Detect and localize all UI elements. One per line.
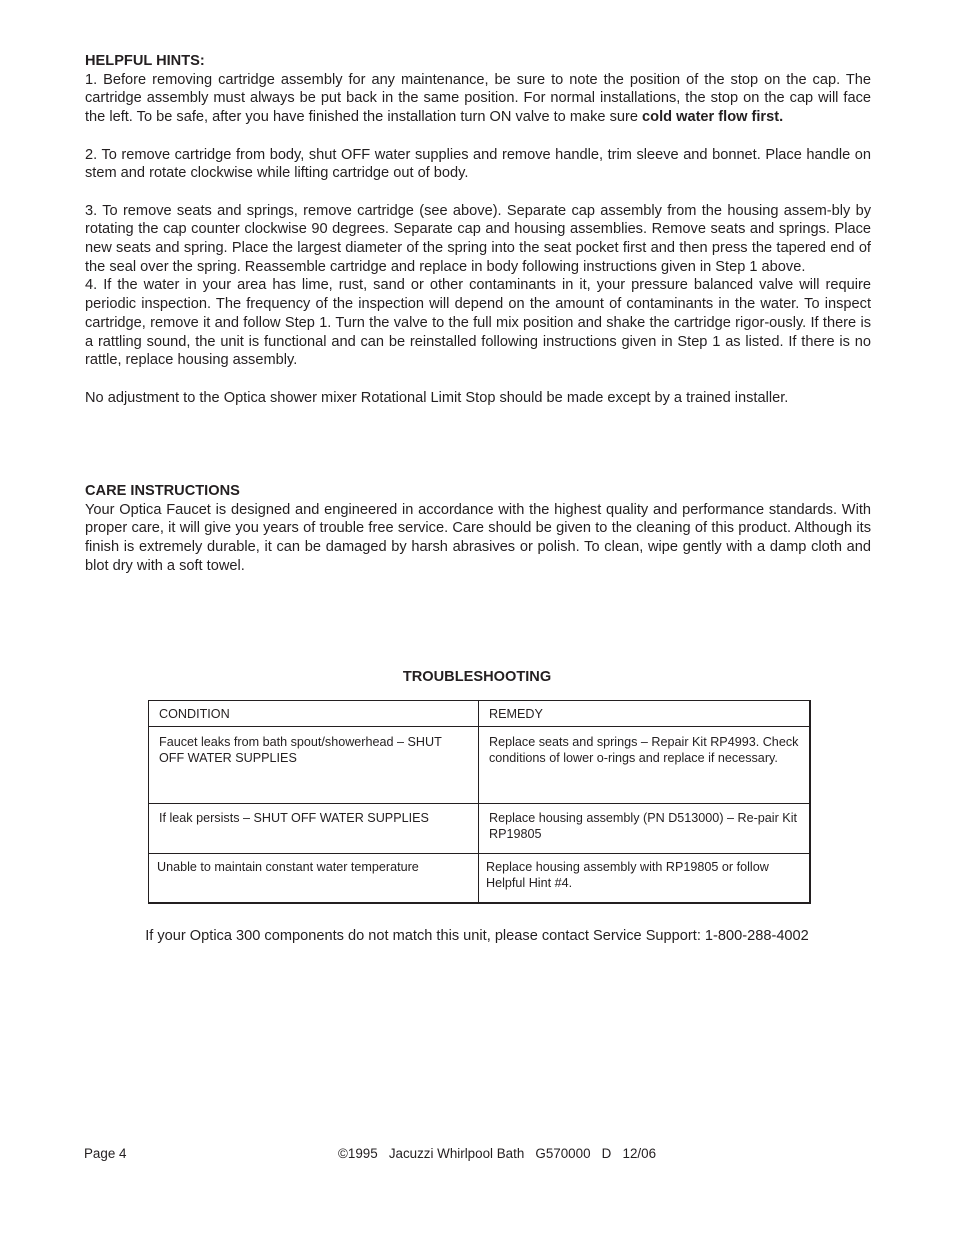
hint-1-text: 1. Before removing cartridge assembly for any maintenance, be sure to note the position of the stop on the cap. The cartridge assembly must always be put back in the same position. For normal installations, the stop on the cap will face the left. To be safe, after you have finished the installation turn ON valve to make sure [85,71,871,126]
care-instructions-heading: CARE INSTRUCTIONS [85,483,240,499]
condition-cell: If leak persists – SHUT OFF WATER SUPPLIES [149,804,479,854]
remedy-cell: Replace housing assembly with RP19805 or follow Helpful Hint #4. [479,854,811,904]
care-instructions-body: Your Optica Faucet is designed and engineered in accordance with the highest quality and performance standards. With proper care, it will give you years of trouble free service. Care should be given to the cleaning of this product. Although its finish is extremely durable, it can be damaged by harsh abrasives or polish. To clean, wipe gently with a damp cloth and blot dry with a soft towel. [85,501,871,574]
remedy-column-header: REMEDY [479,701,811,727]
remedy-cell: Replace seats and springs – Repair Kit RP4993. Check conditions of lower o-rings and replace if necessary. [479,727,811,804]
remedy-cell: Replace housing assembly (PN D513000) – Re-pair Kit RP19805 [479,804,811,854]
condition-cell: Unable to maintain constant water temperature [149,854,479,904]
troubleshooting-title: TROUBLESHOOTING [402,669,552,685]
condition-cell: Faucet leaks from bath spout/showerhead – SHUT OFF WATER SUPPLIES [149,727,479,804]
helpful-hints-heading: HELPFUL HINTS: [85,53,205,69]
hint-1-emphasis: cold water flow first. [642,109,784,126]
hint-1 [85,71,871,127]
care-instructions-section [85,482,871,576]
hint-2: 2. To remove cartridge from body, shut OFF water supplies and remove handle, trim sleeve and bonnet. Place handle on stem and rotate clockwise while lifting cartridge out of body. [85,146,871,182]
table-row [149,727,811,804]
page-number: Page 4 [84,1146,127,1161]
table-row [149,804,811,854]
helpful-hints-section [85,52,871,407]
hint-3: 3. To remove seats and springs, remove cartridge (see above). Separate cap assembly from the housing assem-bly by rotating the cap counter clockwise 90 degrees. Separate cap and housing assemblies. Remove seats and springs. Place new seats and spring. Place the largest diameter of the spring into the seat pocket first and then press the tapered end of the seal over the spring. Reassemble cartridge and replace in body following instructions given in Step 1 above. [85,202,871,275]
troubleshooting-table [148,700,811,904]
hint-4: 4. If the water in your area has lime, rust, sand or other contaminants in it, your pressure balanced valve will require periodic inspection. The frequency of the inspection will depend on the amount of contaminants in the water. To inspect cartridge, remove it and follow Step 1. Turn the valve to the full mix position and shake the cartridge rigor-ously. If there is a rattling sound, the unit is functional and can be reinstalled following instructions given in Step 1 as listed. If there is no rattle, replace housing assembly. [85,277,871,369]
table-header-row [149,701,811,727]
service-support-contact: If your Optica 300 components do not match this unit, please contact Service Support: 1-800-288-4002 [145,928,809,944]
condition-column-header: CONDITION [149,701,479,727]
table-row [149,854,811,904]
limit-stop-note: No adjustment to the Optica shower mixer Rotational Limit Stop should be made except by a trained installer. [85,389,789,406]
copyright-footer: ©1995 Jacuzzi Whirlpool Bath G570000 D 12/06 [338,1146,657,1161]
